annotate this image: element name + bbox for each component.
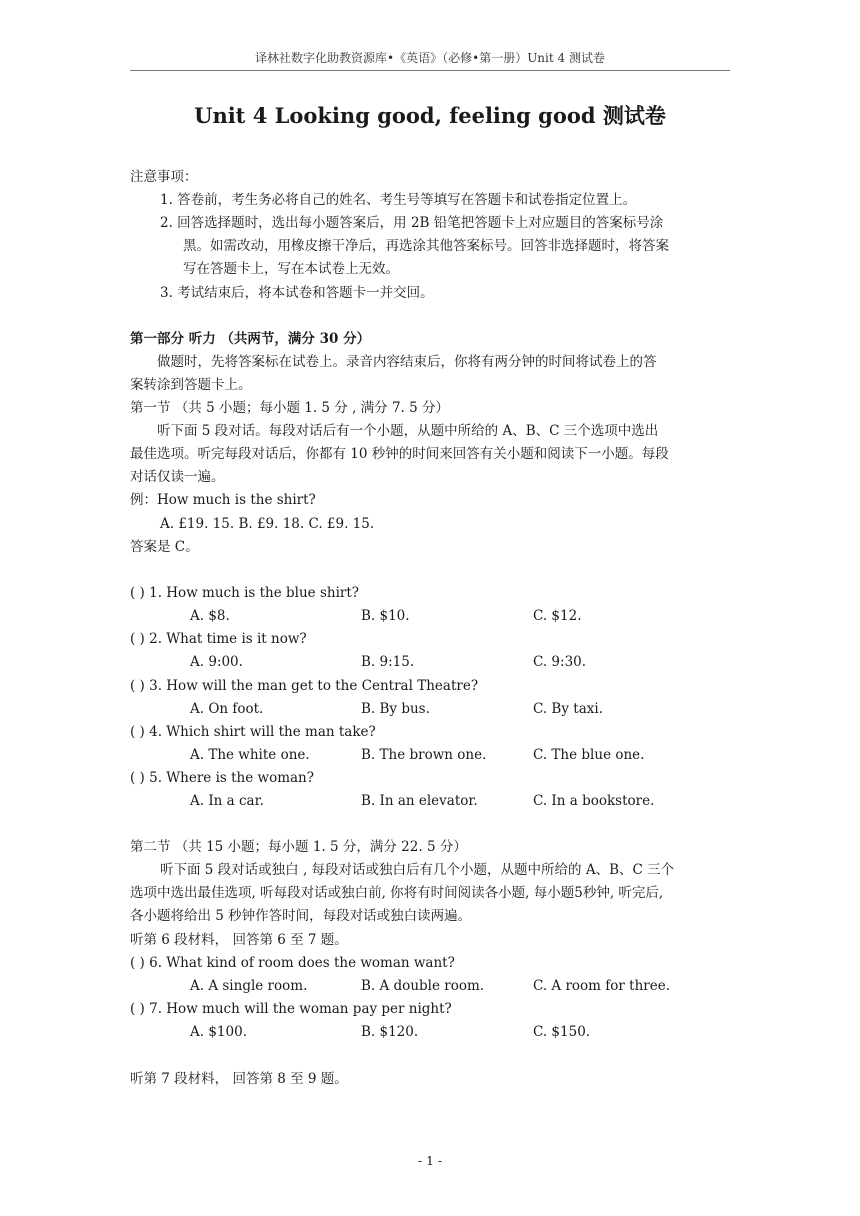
section2-instructions: 选项中选出最佳选项, 听每段对话或独白前, 你将有时间阅读各小题, 每小题5秒钟, 听完后, <box>130 885 664 901</box>
option-a: A. $8. <box>190 608 230 624</box>
page-number: - 1 - <box>417 1153 443 1168</box>
material-heading: 听第 6 段材料， 回答第 6 至 7 题。 <box>130 932 348 948</box>
section1-instructions: 对话仅读一遍。 <box>130 469 225 485</box>
section1-heading: 第一节 （共 5 小题；每小题 1. 5 分 , 满分 7. 5 分） <box>130 400 450 416</box>
option-a: A. On foot. <box>190 701 264 717</box>
option-c: C. By taxi. <box>533 701 603 717</box>
option-c: C. A room for three. <box>533 978 670 994</box>
part1-heading: 第一部分 听力 （共两节，满分 30 分） <box>130 331 371 347</box>
option-b: B. The brown one. <box>361 747 487 763</box>
option-b: B. By bus. <box>361 701 430 717</box>
running-header: 译林社数字化助教资源库•《英语》（必修•第一册）Unit 4 测试卷 <box>255 51 605 65</box>
option-a: A. The white one. <box>190 747 310 763</box>
example-answer: 答案是 C。 <box>130 539 199 555</box>
notice-item: 写在答题卡上，写在本试卷上无效。 <box>183 261 399 277</box>
option-b: B. In an elevator. <box>361 793 478 809</box>
notice-item: 2. 回答选择题时，选出每小题答案后，用 2B 铅笔把答题卡上对应题目的答案标号涂 <box>160 215 664 231</box>
option-b: B. A double room. <box>361 978 485 994</box>
page-title: Unit 4 Looking good, feeling good 测试卷 <box>194 103 666 128</box>
option-a: A. In a car. <box>190 793 264 809</box>
question-stem: ( ) 3. How will the man get to the Central Theatre? <box>130 678 479 694</box>
option-c: C. 9:30. <box>533 654 587 670</box>
notice-item: 黑。如需改动，用橡皮擦干净后，再选涂其他答案标号。回答非选择题时，将答案 <box>183 238 669 254</box>
option-c: C. $150. <box>533 1024 591 1040</box>
part1-intro: 做题时，先将答案标在试卷上。录音内容结束后，你将有两分钟的时间将试卷上的答 <box>157 354 657 370</box>
notice-item: 3. 考试结束后，将本试卷和答题卡一并交回。 <box>160 285 434 301</box>
option-c: C. $12. <box>533 608 582 624</box>
option-a: A. 9:00. <box>190 654 243 670</box>
section2-instructions: 听下面 5 段对话或独白 , 每段对话或独白后有几个小题，从题中所给的 A、B、C 三个 <box>160 862 675 878</box>
option-c: C. The blue one. <box>533 747 645 763</box>
example-options: A. £19. 15. B. £9. 18. C. £9. 15. <box>160 516 375 532</box>
option-b: B. $10. <box>361 608 410 624</box>
header-rule <box>130 70 730 71</box>
section1-instructions: 最佳选项。听完每段对话后，你都有 10 秒钟的时间来回答有关小题和阅读下一小题。每段 <box>130 446 669 462</box>
question-stem: ( ) 5. Where is the woman? <box>130 770 314 786</box>
question-stem: ( ) 1. How much is the blue shirt? <box>130 585 360 601</box>
question-stem: ( ) 4. Which shirt will the man take? <box>130 724 376 740</box>
option-a: A. $100. <box>190 1024 247 1040</box>
notice-heading: 注意事项： <box>130 169 198 185</box>
section2-instructions: 各小题将给出 5 秒钟作答时间，每段对话或独白读两遍。 <box>130 908 472 924</box>
notice-item: 1. 答卷前，考生务必将自己的姓名、考生号等填写在答题卡和试卷指定位置上。 <box>160 192 637 208</box>
section1-instructions: 听下面 5 段对话。每段对话后有一个小题，从题中所给的 A、B、C 三个选项中选出 <box>157 423 659 439</box>
question-stem: ( ) 2. What time is it now? <box>130 631 307 647</box>
option-b: B. $120. <box>361 1024 419 1040</box>
section2-heading: 第二节 （共 15 小题；每小题 1. 5 分，满分 22. 5 分） <box>130 839 467 855</box>
part1-intro: 案转涂到答题卡上。 <box>130 377 252 393</box>
option-c: C. In a bookstore. <box>533 793 655 809</box>
option-a: A. A single room. <box>190 978 308 994</box>
material-heading: 听第 7 段材料， 回答第 8 至 9 题。 <box>130 1071 348 1087</box>
example-question: 例：How much is the shirt? <box>130 492 316 508</box>
question-stem: ( ) 7. How much will the woman pay per night? <box>130 1001 452 1017</box>
question-stem: ( ) 6. What kind of room does the woman want? <box>130 955 455 971</box>
option-b: B. 9:15. <box>361 654 415 670</box>
